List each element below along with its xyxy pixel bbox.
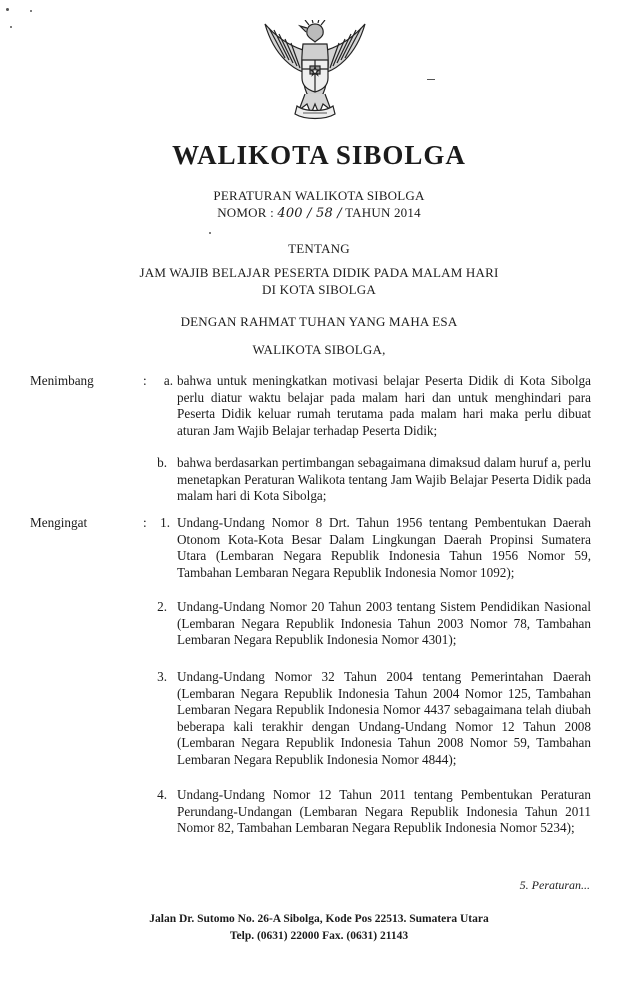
scan-speck xyxy=(209,232,211,234)
mengingat-item-4: Undang-Undang Nomor 12 Tahun 2011 tentang Pembentukan Peraturan Perundang-Undangan (Lembaran Negara Republik Indonesia Tahun 2011 Nomor 82, Tambahan Lembaran Negara Republik Indonesia Nomor 5234); xyxy=(177,787,591,836)
subject-line-1: JAM WAJIB BELAJAR PESERTA DIDIK PADA MALAM HARI xyxy=(139,265,499,280)
mengingat-marker-2: 2. xyxy=(157,599,167,614)
menimbang-marker-b: b. xyxy=(157,455,167,470)
about-heading: TENTANG xyxy=(288,241,350,256)
regulation-heading: PERATURAN WALIKOTA SIBOLGA xyxy=(213,188,425,203)
mengingat-marker-4: 4. xyxy=(157,787,167,802)
footer-address: Jalan Dr. Sutomo No. 26-A Sibolga, Kode Pos 22513. Sumatera Utara xyxy=(149,913,489,925)
mengingat-item-2: Undang-Undang Nomor 20 Tahun 2003 tentang Sistem Pendidikan Nasional (Lembaran Negara Republik Indonesia Tahun 2003 Nomor 78, Tambahan Lembaran Negara Republik Indonesia Nomor 4301); xyxy=(177,599,591,648)
mengingat-colon: : xyxy=(143,515,147,530)
menimbang-item-b: bahwa berdasarkan pertimbangan sebagaimana dimaksud dalam huruf a, perlu menetapkan Peraturan Walikota tentang Jam Wajib Belajar Peserta Didik pada malam hari di Kota Sibolga; xyxy=(177,455,591,504)
grace-formula: DENGAN RAHMAT TUHAN YANG MAHA ESA xyxy=(180,314,458,329)
authority-line: WALIKOTA SIBOLGA, xyxy=(252,342,386,357)
menimbang-marker-a: a. xyxy=(163,373,173,388)
continuation-note: 5. Peraturan... xyxy=(519,878,590,892)
scan-speck xyxy=(427,79,435,80)
menimbang-item-a: bahwa untuk meningkatkan motivasi belajar Peserta Didik di Kota Sibolga perlu diatur waktu belajar pada malam hari dan untuk menghindari para Peserta Didik keluar rumah terutama pada malam hari maka perlu dibuat aturan Jam Wajib Belajar terhadap Peserta Didik; xyxy=(177,373,591,438)
number-handwritten: 400 / 58 / xyxy=(277,206,342,221)
mengingat-marker-1: 1. xyxy=(160,515,170,530)
scan-speck xyxy=(10,26,12,28)
mengingat-item-3: Undang-Undang Nomor 32 Tahun 2004 tentang Pemerintahan Daerah (Lembaran Negara Republik Indonesia Tahun 2004 Nomor 125, Tambahan Lembaran Negara Republik Indonesia Nomor 4437 sebagaimana telah diubah beberapa kali terakhir dengan Undang-Undang Nomor 12 Tahun 2008 (Lembaran Negara Republik Indonesia Tahun 2008 Nomor 59, Tambahan Lembaran Negara Republik Indonesia Nomor 4844); xyxy=(177,669,591,767)
subject-line-2: DI KOTA SIBOLGA xyxy=(262,282,376,297)
scan-speck xyxy=(6,8,9,11)
document-title: WALIKOTA SIBOLGA xyxy=(172,140,466,170)
mengingat-item-1: Undang-Undang Nomor 8 Drt. Tahun 1956 tentang Pembentukan Daerah Otonom Kota-Kota Besar Dalam Lingkungan Daerah Propinsi Sumatera Utara (Lembaran Negara Republik Indonesia Tahun 1956 Nomor 59, Tambahan Lembaran Negara Republik Indonesia Nomor 1092); xyxy=(177,515,591,580)
number-year: TAHUN 2014 xyxy=(345,205,421,220)
mengingat-label: Mengingat xyxy=(30,515,88,530)
scan-speck xyxy=(30,10,32,12)
garuda-emblem-icon xyxy=(255,20,375,124)
regulation-number xyxy=(0,205,638,221)
number-prefix: NOMOR : xyxy=(217,205,274,220)
mengingat-marker-3: 3. xyxy=(157,669,167,684)
footer-phone: Telp. (0631) 22000 Fax. (0631) 21143 xyxy=(229,930,409,942)
menimbang-label: Menimbang xyxy=(30,373,94,388)
menimbang-colon: : xyxy=(143,373,147,388)
